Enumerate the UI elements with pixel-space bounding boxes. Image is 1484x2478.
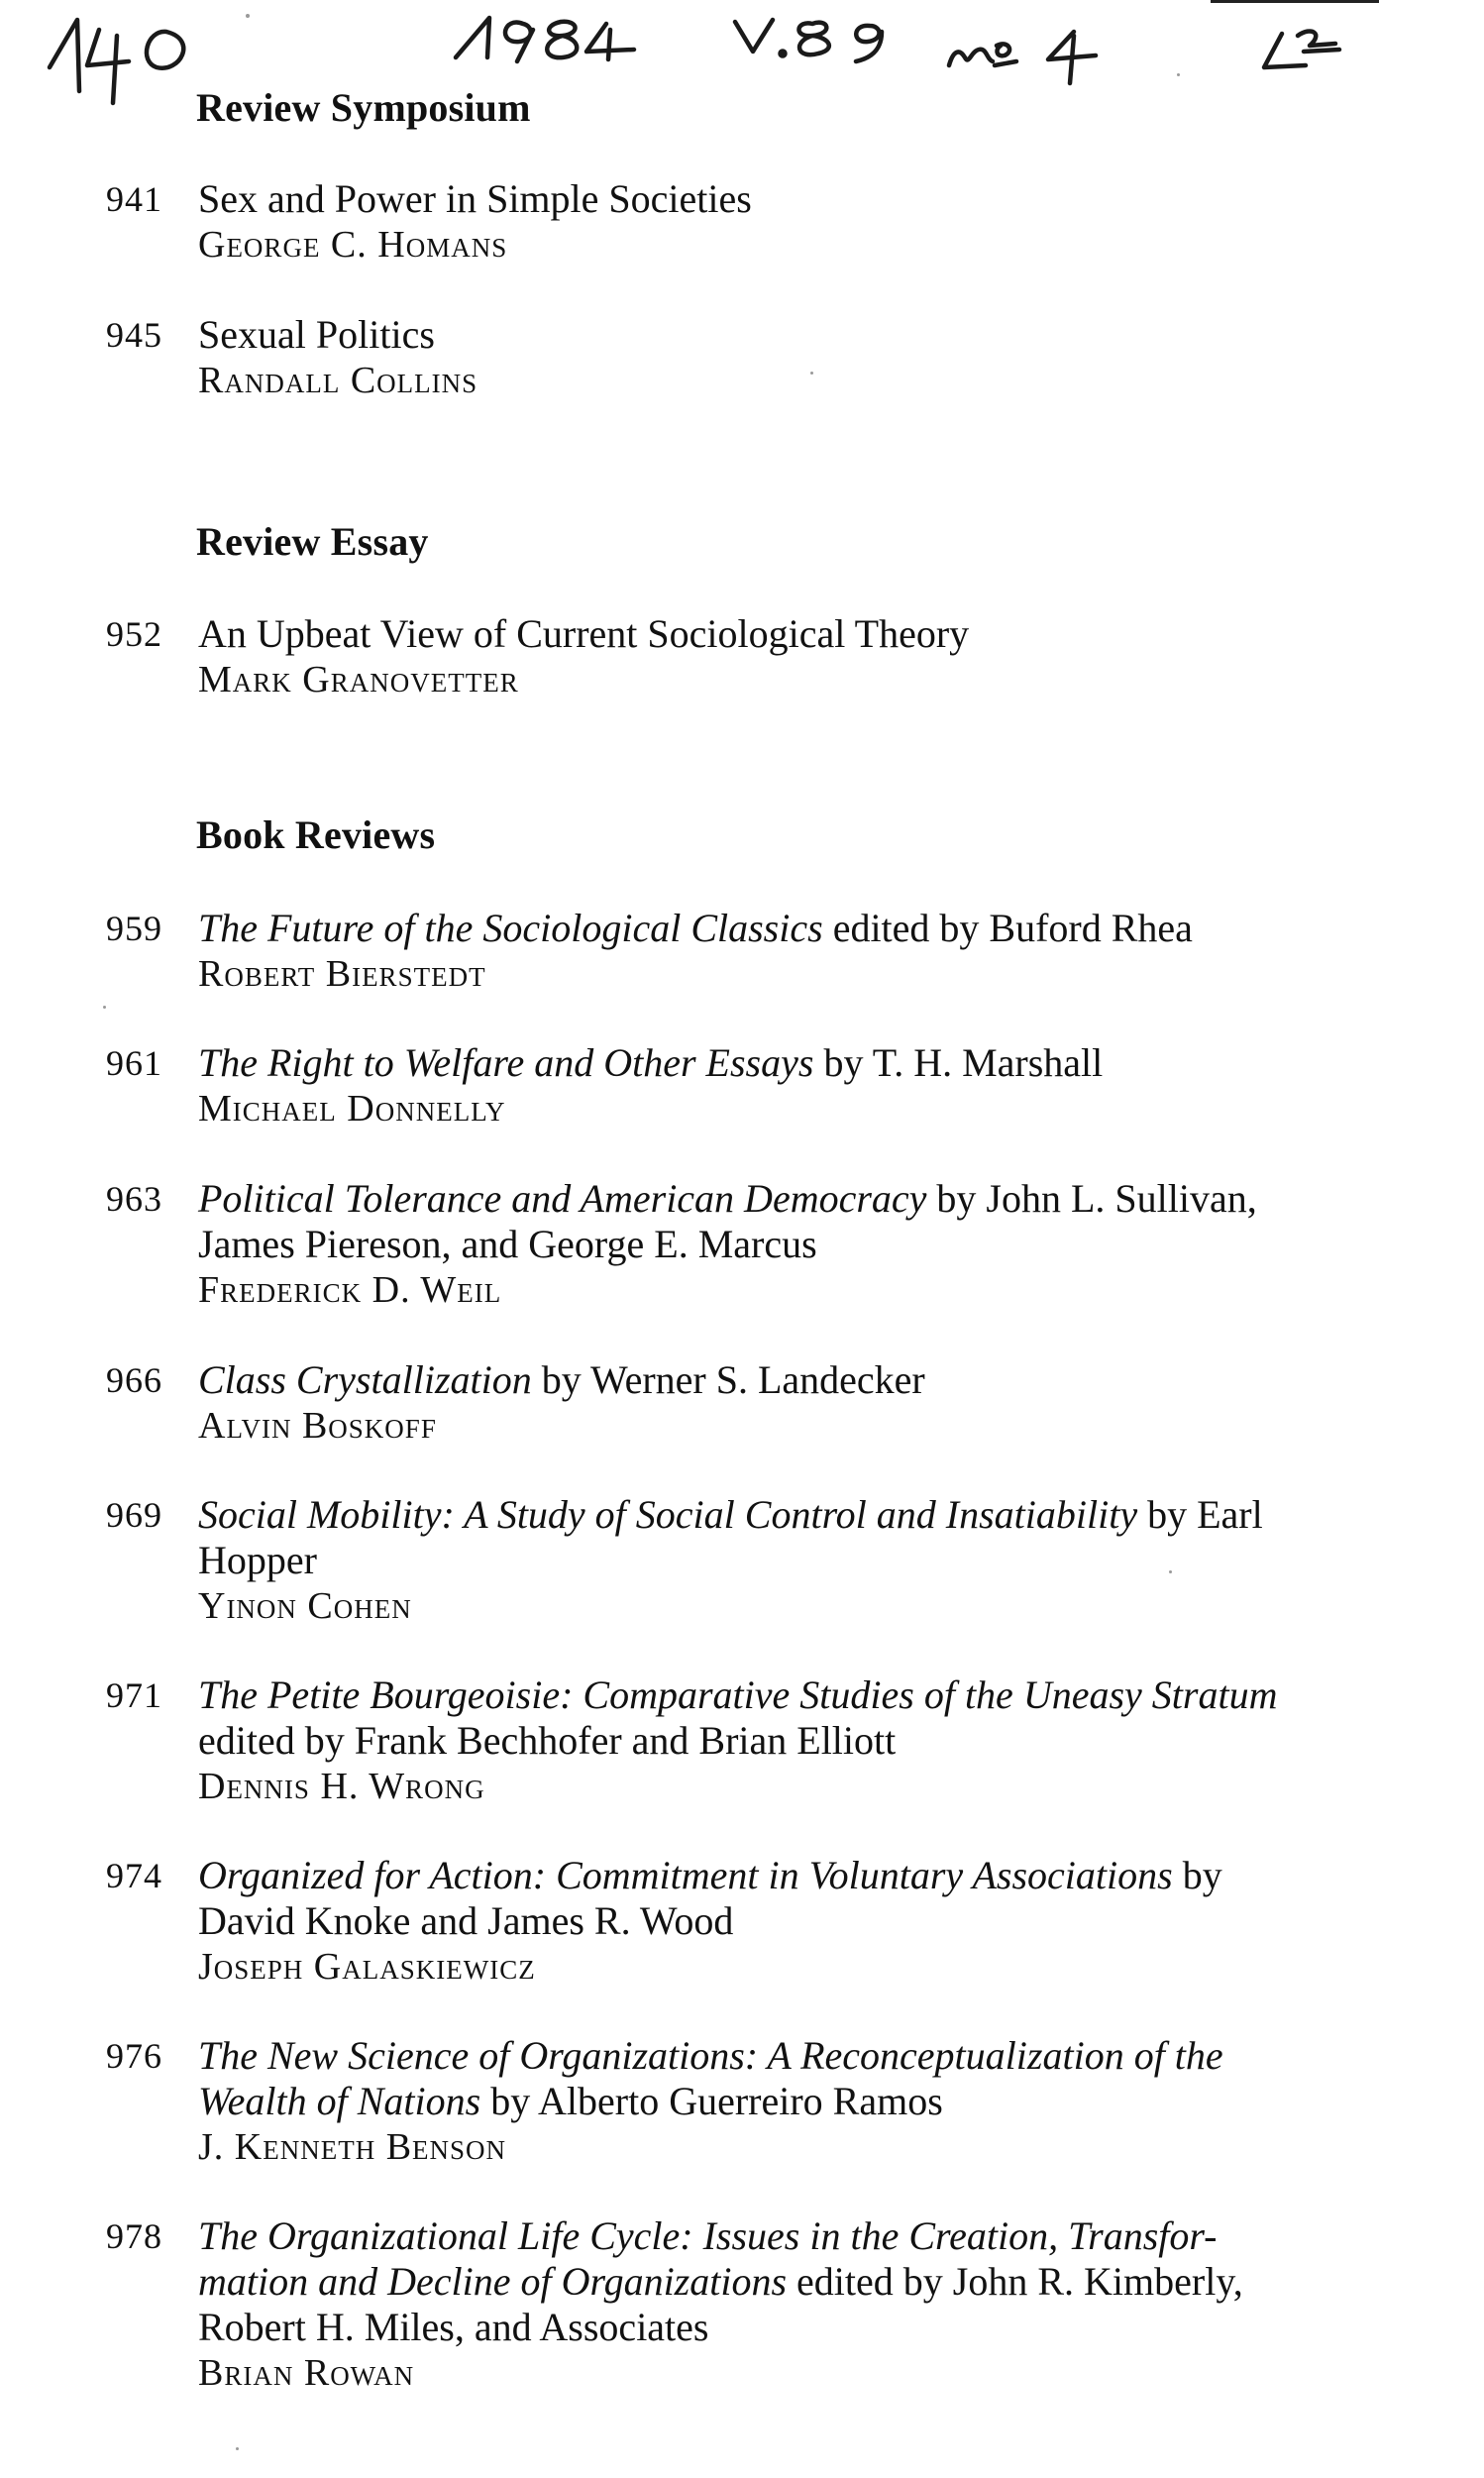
scan-speck <box>1169 1570 1172 1573</box>
entry-title-line: Social Mobility: A Study of Social Control and Insatiability by Earl <box>198 1492 1263 1537</box>
scan-speck <box>810 372 813 375</box>
handwritten-no <box>949 44 1016 65</box>
entry-author: Mark Granovetter <box>198 659 519 700</box>
entry-title-line: edited by Frank Bechhofer and Brian Elliott <box>198 1718 897 1763</box>
entry-title-line: The Organizational Life Cycle: Issues in the Creation, Transfor- <box>198 2213 1218 2258</box>
entry-title-line: David Knoke and James R. Wood <box>198 1898 734 1943</box>
entry-title-line: Wealth of Nations by Alberto Guerreiro Ramos <box>198 2079 943 2123</box>
entry-author: Dennis H. Wrong <box>198 1766 485 1807</box>
page-number: 966 <box>106 1360 162 1400</box>
page-number: 963 <box>106 1179 162 1219</box>
entry-title-line: The Future of the Sociological Classics edited by Buford Rhea <box>198 906 1193 950</box>
scan-speck <box>1177 73 1180 76</box>
page-number: 974 <box>106 1856 162 1895</box>
handwritten-1984 <box>456 18 634 61</box>
entry-author: J. Kenneth Benson <box>198 2126 507 2168</box>
entry-title-line: Hopper <box>198 1538 317 1582</box>
scan-speck <box>103 1006 106 1009</box>
entry-title: Sexual Politics <box>198 312 435 357</box>
handwritten-140 <box>50 20 183 103</box>
entry-title-line: Robert H. Miles, and Associates <box>198 2305 709 2349</box>
page-number: 952 <box>106 614 162 654</box>
entry-author: Brian Rowan <box>198 2352 415 2394</box>
entry-title-line: The New Science of Organizations: A Reconceptualization of the <box>198 2033 1223 2078</box>
page-number: 945 <box>106 315 162 355</box>
section-heading-book-reviews: Book Reviews <box>196 812 436 857</box>
page-number: 961 <box>106 1043 162 1083</box>
entry-author: Frederick D. Weil <box>198 1269 502 1311</box>
entry-author: George C. Homans <box>198 224 508 266</box>
page-number: 976 <box>106 2036 162 2076</box>
page-number: 978 <box>106 2216 162 2256</box>
page-number: 971 <box>106 1675 162 1715</box>
scan-speck <box>236 2447 239 2450</box>
top-edge-rule <box>1211 0 1379 3</box>
scan-speck <box>246 14 250 18</box>
page-number: 941 <box>106 179 162 219</box>
entry-author: Robert Bierstedt <box>198 953 486 995</box>
handwritten-4 <box>1048 32 1096 83</box>
section-heading-review-symposium: Review Symposium <box>196 85 531 130</box>
entry-author: Randall Collins <box>198 360 478 401</box>
entry-title-line: The Petite Bourgeoisie: Comparative Studies of the Uneasy Stratum <box>198 1672 1278 1717</box>
entry-title-line: The Right to Welfare and Other Essays by T. H. Marshall <box>198 1040 1104 1085</box>
entry-title: Sex and Power in Simple Societies <box>198 176 752 221</box>
entry-title: An Upbeat View of Current Sociological Theory <box>198 611 970 656</box>
entry-author: Yinon Cohen <box>198 1585 412 1627</box>
entry-title-line: James Piereson, and George E. Marcus <box>198 1222 817 1266</box>
page-number: 959 <box>106 909 162 948</box>
entry-title-line: Political Tolerance and American Democracy by John L. Sullivan, <box>198 1176 1257 1221</box>
handwritten-l2 <box>1264 31 1339 67</box>
entry-title-line: Class Crystallization by Werner S. Landecker <box>198 1357 925 1402</box>
section-heading-review-essay: Review Essay <box>196 519 429 564</box>
entry-author: Michael Donnelly <box>198 1088 506 1130</box>
entry-author: Alvin Boskoff <box>198 1405 437 1447</box>
handwritten-v89 <box>735 20 882 61</box>
entry-title-line: mation and Decline of Organizations edited by John R. Kimberly, <box>198 2259 1243 2304</box>
entry-author: Joseph Galaskiewicz <box>198 1946 536 1988</box>
page-number: 969 <box>106 1495 162 1535</box>
entry-title-line: Organized for Action: Commitment in Voluntary Associations by <box>198 1853 1222 1897</box>
